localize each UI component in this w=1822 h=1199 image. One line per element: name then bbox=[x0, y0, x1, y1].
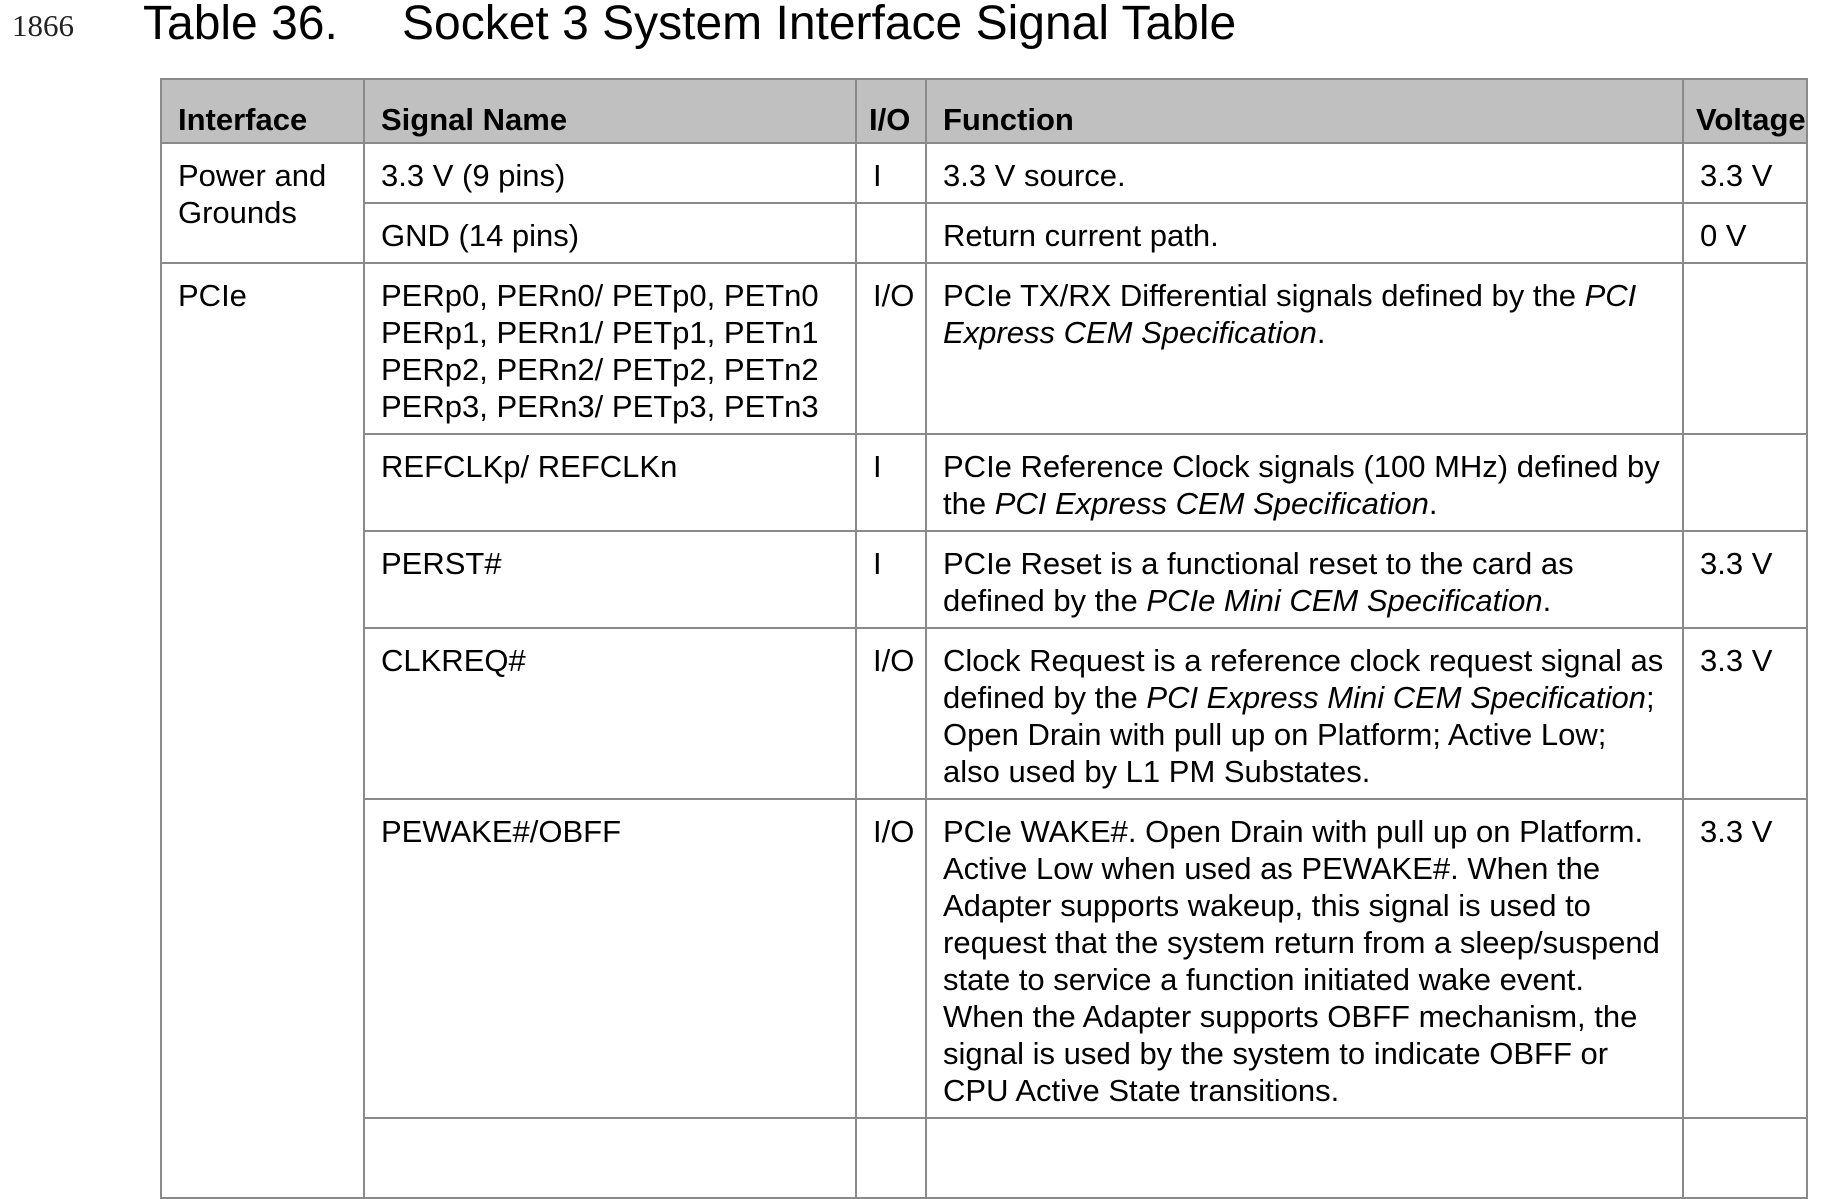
table-caption bbox=[143, 0, 1236, 48]
table-title: Socket 3 System Interface Signal Table bbox=[402, 0, 1237, 50]
table-row bbox=[161, 434, 1807, 531]
table-row bbox=[161, 263, 1807, 434]
header-row bbox=[161, 79, 1807, 143]
signal-name-cell: REFCLKp/ REFCLKn bbox=[364, 434, 856, 531]
table-row bbox=[161, 628, 1807, 799]
function-text: . bbox=[1542, 583, 1552, 618]
signal-line: PERp3, PERn3/ PETp3, PETn3 bbox=[381, 389, 819, 424]
io-cell bbox=[856, 1118, 926, 1198]
table-row bbox=[161, 143, 1807, 203]
io-cell: I bbox=[856, 434, 926, 531]
function-text: PCIe Reset is a functional reset to the card as defined by the bbox=[943, 546, 1574, 618]
interface-cell: PCIe bbox=[161, 263, 364, 1198]
signal-table bbox=[160, 78, 1808, 1199]
io-cell: I bbox=[856, 143, 926, 203]
function-text: . bbox=[1316, 315, 1326, 350]
function-text: . bbox=[1428, 486, 1438, 521]
function-cell bbox=[926, 434, 1683, 531]
header-voltage: Voltage bbox=[1683, 79, 1807, 143]
signal-name-cell bbox=[364, 263, 856, 434]
signal-name-cell: PERST# bbox=[364, 531, 856, 628]
io-cell: I/O bbox=[856, 799, 926, 1118]
table-number: Table 36. bbox=[143, 0, 338, 50]
table-row bbox=[161, 531, 1807, 628]
function-text: PCIe TX/RX Differential signals defined by the bbox=[943, 278, 1585, 313]
header-signal-name: Signal Name bbox=[364, 79, 856, 143]
signal-line: PERp1, PERn1/ PETp1, PETn1 bbox=[381, 315, 819, 350]
function-cell bbox=[926, 1118, 1683, 1198]
io-cell: I bbox=[856, 531, 926, 628]
signal-name-cell: CLKREQ# bbox=[364, 628, 856, 799]
header-io: I/O bbox=[856, 79, 926, 143]
interface-cell: Power and Grounds bbox=[161, 143, 364, 263]
function-cell: PCIe WAKE#. Open Drain with pull up on Platform. Active Low when used as PEWAKE#. When the Adapter supports wakeup, this signal is used to request that the system return from a sleep/suspend state to service a function initiated wake event. When the Adapter supports OBFF mechanism, the signal is used by the system to indicate OBFF or CPU Active State transitions. bbox=[926, 799, 1683, 1118]
voltage-cell: 3.3 V bbox=[1683, 799, 1807, 1118]
function-cell: 3.3 V source. bbox=[926, 143, 1683, 203]
function-text: PCIe Reference Clock signals (100 MHz) defined by the bbox=[943, 449, 1660, 521]
signal-name-cell bbox=[364, 1118, 856, 1198]
function-text: ; Open Drain with pull up on Platform; Active Low; also used by L1 PM Substates. bbox=[943, 680, 1655, 789]
voltage-cell: 3.3 V bbox=[1683, 531, 1807, 628]
function-text: Clock Request is a reference clock request signal as defined by the bbox=[943, 643, 1664, 715]
function-cell: Return current path. bbox=[926, 203, 1683, 263]
voltage-cell bbox=[1683, 1118, 1807, 1198]
signal-line: PERp0, PERn0/ PETp0, PETn0 bbox=[381, 278, 819, 313]
function-cell bbox=[926, 531, 1683, 628]
io-cell bbox=[856, 203, 926, 263]
voltage-cell: 3.3 V bbox=[1683, 628, 1807, 799]
signal-name-cell: GND (14 pins) bbox=[364, 203, 856, 263]
table-row-continued bbox=[161, 1118, 1807, 1198]
function-cell bbox=[926, 628, 1683, 799]
spec-reference: PCI Express CEM Specification bbox=[994, 486, 1429, 521]
io-cell: I/O bbox=[856, 628, 926, 799]
io-cell: I/O bbox=[856, 263, 926, 434]
signal-name-cell: 3.3 V (9 pins) bbox=[364, 143, 856, 203]
voltage-cell: 0 V bbox=[1683, 203, 1807, 263]
spec-reference: PCI Express Mini CEM Specification bbox=[1146, 680, 1646, 715]
signal-name-cell: PEWAKE#/OBFF bbox=[364, 799, 856, 1118]
voltage-cell: 3.3 V bbox=[1683, 143, 1807, 203]
signal-line: PERp2, PERn2/ PETp2, PETn2 bbox=[381, 352, 819, 387]
spec-reference: PCI Express CEM Specification bbox=[943, 278, 1637, 350]
header-interface: Interface bbox=[161, 79, 364, 143]
table-row bbox=[161, 203, 1807, 263]
table-row bbox=[161, 799, 1807, 1118]
function-cell bbox=[926, 263, 1683, 434]
line-number: 1866 bbox=[12, 8, 74, 43]
spec-reference: PCIe Mini CEM Specification bbox=[1146, 583, 1543, 618]
header-function: Function bbox=[926, 79, 1683, 143]
voltage-cell bbox=[1683, 263, 1807, 434]
voltage-cell bbox=[1683, 434, 1807, 531]
